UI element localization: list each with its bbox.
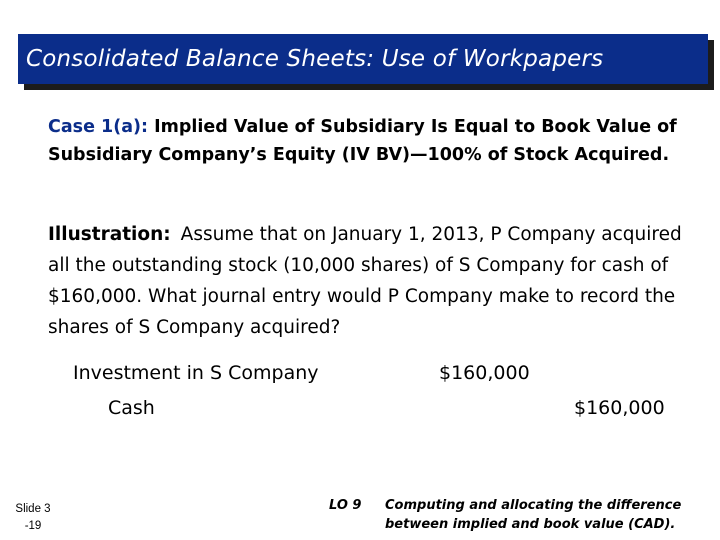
- lo-line1: Computing and allocating the difference: [385, 498, 682, 513]
- case-text: Implied Value of Subsidiary Is Equal to Book Value of Subsidiary Company’s Equity (IV BV)—100% of Stock Acquired.: [48, 117, 677, 165]
- title-bar: [18, 34, 708, 84]
- illustration-paragraph: [48, 219, 708, 343]
- journal-credit-amount: $160,000: [574, 397, 665, 419]
- case-description: [48, 113, 698, 169]
- slide-number: [4, 501, 62, 535]
- journal-debit-amount: $160,000: [439, 362, 530, 384]
- slide-number-line1: Slide 3: [15, 503, 51, 515]
- lo-line2: between implied and book value (CAD).: [385, 517, 676, 532]
- journal-debit-account: Investment in S Company: [73, 362, 319, 384]
- case-label: Case 1(a):: [48, 117, 149, 137]
- illustration-label: Illustration:: [48, 224, 171, 245]
- slide-title: Consolidated Balance Sheets: Use of Workpapers: [26, 46, 604, 72]
- illustration-text: Assume that on January 1, 2013, P Company acquired all the outstanding stock (10,000 shares) of S Company for cash of $160,000. What journal entry would P Company make to record the shares of S Company acquired?: [48, 224, 682, 338]
- slide-number-line2: -19: [24, 520, 42, 532]
- lo-tag: LO 9: [329, 498, 362, 513]
- journal-credit-account: Cash: [108, 397, 155, 419]
- learning-objective: [329, 496, 714, 534]
